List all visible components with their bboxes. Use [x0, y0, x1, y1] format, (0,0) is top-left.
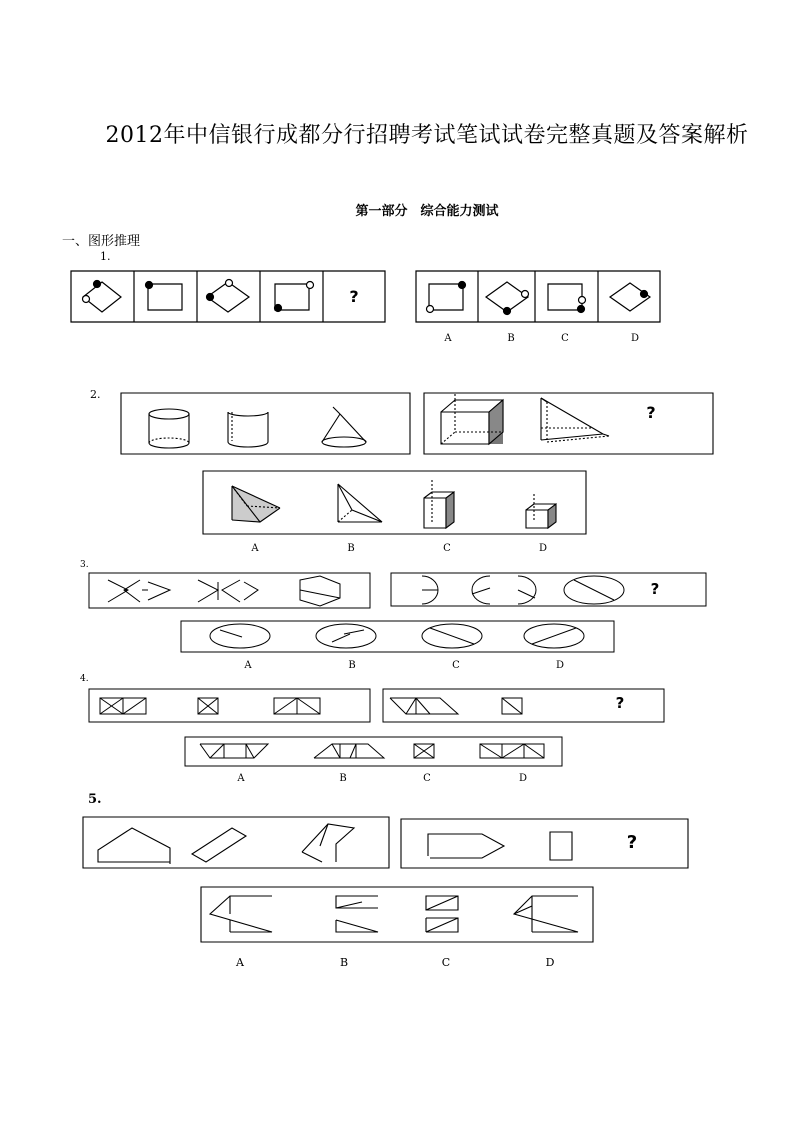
- q2-stem-left-figure: [120, 392, 412, 456]
- q3-option-d-label: D: [555, 660, 565, 671]
- q5-option-d-label: D: [545, 956, 555, 969]
- q4-option-b-label: B: [339, 773, 347, 784]
- q5-option-c-label: C: [441, 956, 451, 969]
- q2-options-figure: [202, 470, 590, 536]
- q3-option-b-label: B: [348, 660, 356, 671]
- section-heading: 一、图形推理: [62, 234, 141, 249]
- q3-stem-left-figure: [88, 572, 372, 610]
- q1-stem-figure: [70, 270, 390, 324]
- q3-question-mark: ?: [650, 580, 660, 598]
- q4-options-figure: [184, 736, 564, 768]
- q3-option-c-label: C: [452, 660, 460, 671]
- question-1-number: 1.: [100, 250, 111, 263]
- q5-option-a-label: A: [236, 956, 244, 969]
- q4-stem-left-figure: [88, 688, 372, 724]
- document-title: 2012年中信银行成都分行招聘考试笔试试卷完整真题及答案解析: [105, 123, 749, 148]
- q4-question-mark: ?: [615, 694, 625, 712]
- q2-option-b-label: B: [347, 543, 355, 554]
- q4-option-c-label: C: [423, 773, 431, 784]
- q1-options-figure: [415, 270, 665, 324]
- q2-option-c-label: C: [443, 543, 451, 554]
- q1-option-a-label: A: [444, 333, 452, 344]
- q5-question-mark: ?: [626, 832, 638, 853]
- question-5-number: 5.: [88, 792, 102, 807]
- q5-options-figure: [200, 886, 596, 944]
- q5-stem-left-figure: [82, 816, 392, 870]
- q4-option-a-label: A: [237, 773, 245, 784]
- question-3-number: 3.: [80, 560, 89, 570]
- q3-option-a-label: A: [244, 660, 252, 671]
- q3-stem-right-figure: [390, 572, 708, 610]
- q2-option-d-label: D: [538, 543, 548, 554]
- q2-stem-right-figure: [423, 392, 715, 456]
- q5-stem-right-figure: [400, 818, 690, 870]
- q3-options-figure: [180, 620, 616, 654]
- part-heading: 第一部分 综合能力测试: [355, 204, 499, 219]
- q4-option-d-label: D: [518, 773, 528, 784]
- question-4-number: 4.: [80, 674, 89, 684]
- q1-question-mark: ?: [349, 287, 359, 306]
- q1-option-d-label: D: [630, 333, 640, 344]
- question-2-number: 2.: [90, 388, 101, 401]
- q1-option-b-label: B: [507, 333, 515, 344]
- q1-option-c-label: C: [561, 333, 569, 344]
- q5-option-b-label: B: [339, 956, 349, 969]
- q2-question-mark: ?: [646, 403, 656, 422]
- q2-option-a-label: A: [251, 543, 259, 554]
- q4-stem-right-figure: [382, 688, 666, 724]
